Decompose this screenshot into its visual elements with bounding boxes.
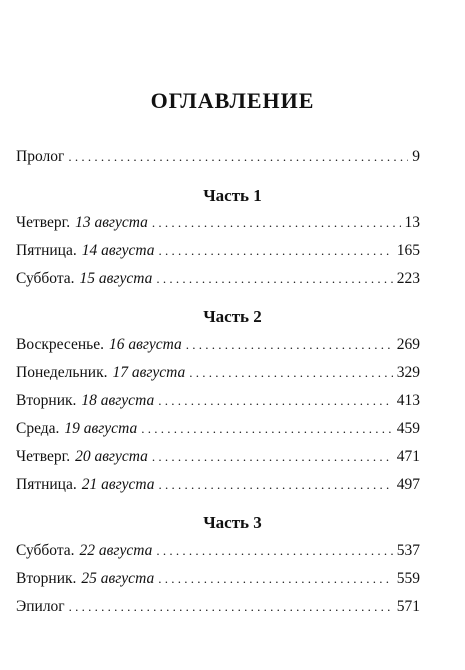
toc-entry-label: Суббота.: [16, 542, 75, 559]
toc-entry[interactable]: [16, 446, 420, 468]
toc-entry-page-number: 571: [396, 598, 420, 615]
toc-entry-date: 15 августа: [79, 270, 153, 287]
toc-entry-label: Вторник.: [16, 570, 77, 587]
toc-entry-date: 16 августа: [108, 336, 182, 353]
toc-entry[interactable]: [16, 240, 420, 262]
toc-entry-date: 14 августа: [81, 242, 155, 259]
toc-entry-page-number: 13: [404, 214, 420, 231]
toc-entry[interactable]: [16, 334, 420, 356]
toc-entry-date: 21 августа: [81, 476, 155, 493]
toc-entry-page-number: 9: [412, 148, 420, 165]
toc-entry-date: 20 августа: [75, 448, 148, 465]
dot-leader: [186, 334, 393, 356]
dot-leader: [69, 596, 393, 618]
dot-leader: [189, 362, 392, 384]
toc-entry-date: 17 августа: [112, 364, 186, 381]
toc-entry[interactable]: [16, 540, 420, 562]
dot-leader: [158, 390, 393, 412]
toc-entry-page-number: 459: [396, 420, 420, 437]
toc-entry-label: Вторник.: [16, 392, 77, 409]
toc-entry[interactable]: [16, 362, 420, 384]
toc-entry-date: 18 августа: [81, 392, 155, 409]
dot-leader: [68, 146, 408, 168]
toc-entry-page-number: 471: [396, 448, 420, 465]
toc-entry-page-number: 223: [396, 270, 420, 287]
toc-entry-page-number: 497: [396, 476, 420, 493]
toc-entry-label: Пролог: [16, 148, 65, 165]
dot-leader: [152, 446, 393, 468]
toc-entry-label: Среда.: [16, 420, 60, 437]
part-2-heading: Часть 2: [203, 307, 262, 326]
toc-entry-page-number: 269: [396, 336, 420, 353]
toc-entry-date: 19 августа: [64, 420, 138, 437]
dot-leader: [141, 418, 393, 440]
toc-entry[interactable]: [16, 474, 420, 496]
dot-leader: [158, 568, 393, 590]
toc-entry-prologue[interactable]: [16, 146, 420, 168]
toc-entry-label: Пятница.: [16, 476, 77, 493]
toc-entry-page-number: 413: [396, 392, 420, 409]
toc-entry-label: Понедельник.: [16, 364, 108, 381]
toc-entry-label: Четверг.: [16, 214, 71, 231]
part-3-heading: Часть 3: [203, 513, 262, 532]
toc-entry-label: Воскресенье.: [16, 336, 104, 353]
toc-title: ОГЛАВЛЕНИЕ: [150, 88, 315, 113]
dot-leader: [156, 268, 392, 290]
toc-entry-label: Эпилог: [16, 598, 65, 615]
part-1-heading: Часть 1: [203, 186, 262, 205]
toc-entry-epilogue[interactable]: [16, 596, 420, 618]
toc-entry[interactable]: [16, 418, 420, 440]
toc-entry-page-number: 559: [396, 570, 420, 587]
toc-entry[interactable]: [16, 568, 420, 590]
toc-entry-label: Четверг.: [16, 448, 71, 465]
toc-entry-page-number: 537: [396, 542, 420, 559]
toc-entry[interactable]: [16, 268, 420, 290]
dot-leader: [152, 212, 401, 234]
dot-leader: [159, 240, 393, 262]
toc-entry-date: 25 августа: [81, 570, 155, 587]
toc-entry-page-number: 165: [396, 242, 420, 259]
dot-leader: [156, 540, 392, 562]
toc-entry-page-number: 329: [396, 364, 420, 381]
toc-entry[interactable]: [16, 390, 420, 412]
toc-entry-label: Суббота.: [16, 270, 75, 287]
toc-entry-label: Пятница.: [16, 242, 77, 259]
toc-entry-date: 22 августа: [79, 542, 153, 559]
toc-entry-date: 13 августа: [75, 214, 148, 231]
toc-entry[interactable]: [16, 212, 420, 234]
dot-leader: [159, 474, 393, 496]
